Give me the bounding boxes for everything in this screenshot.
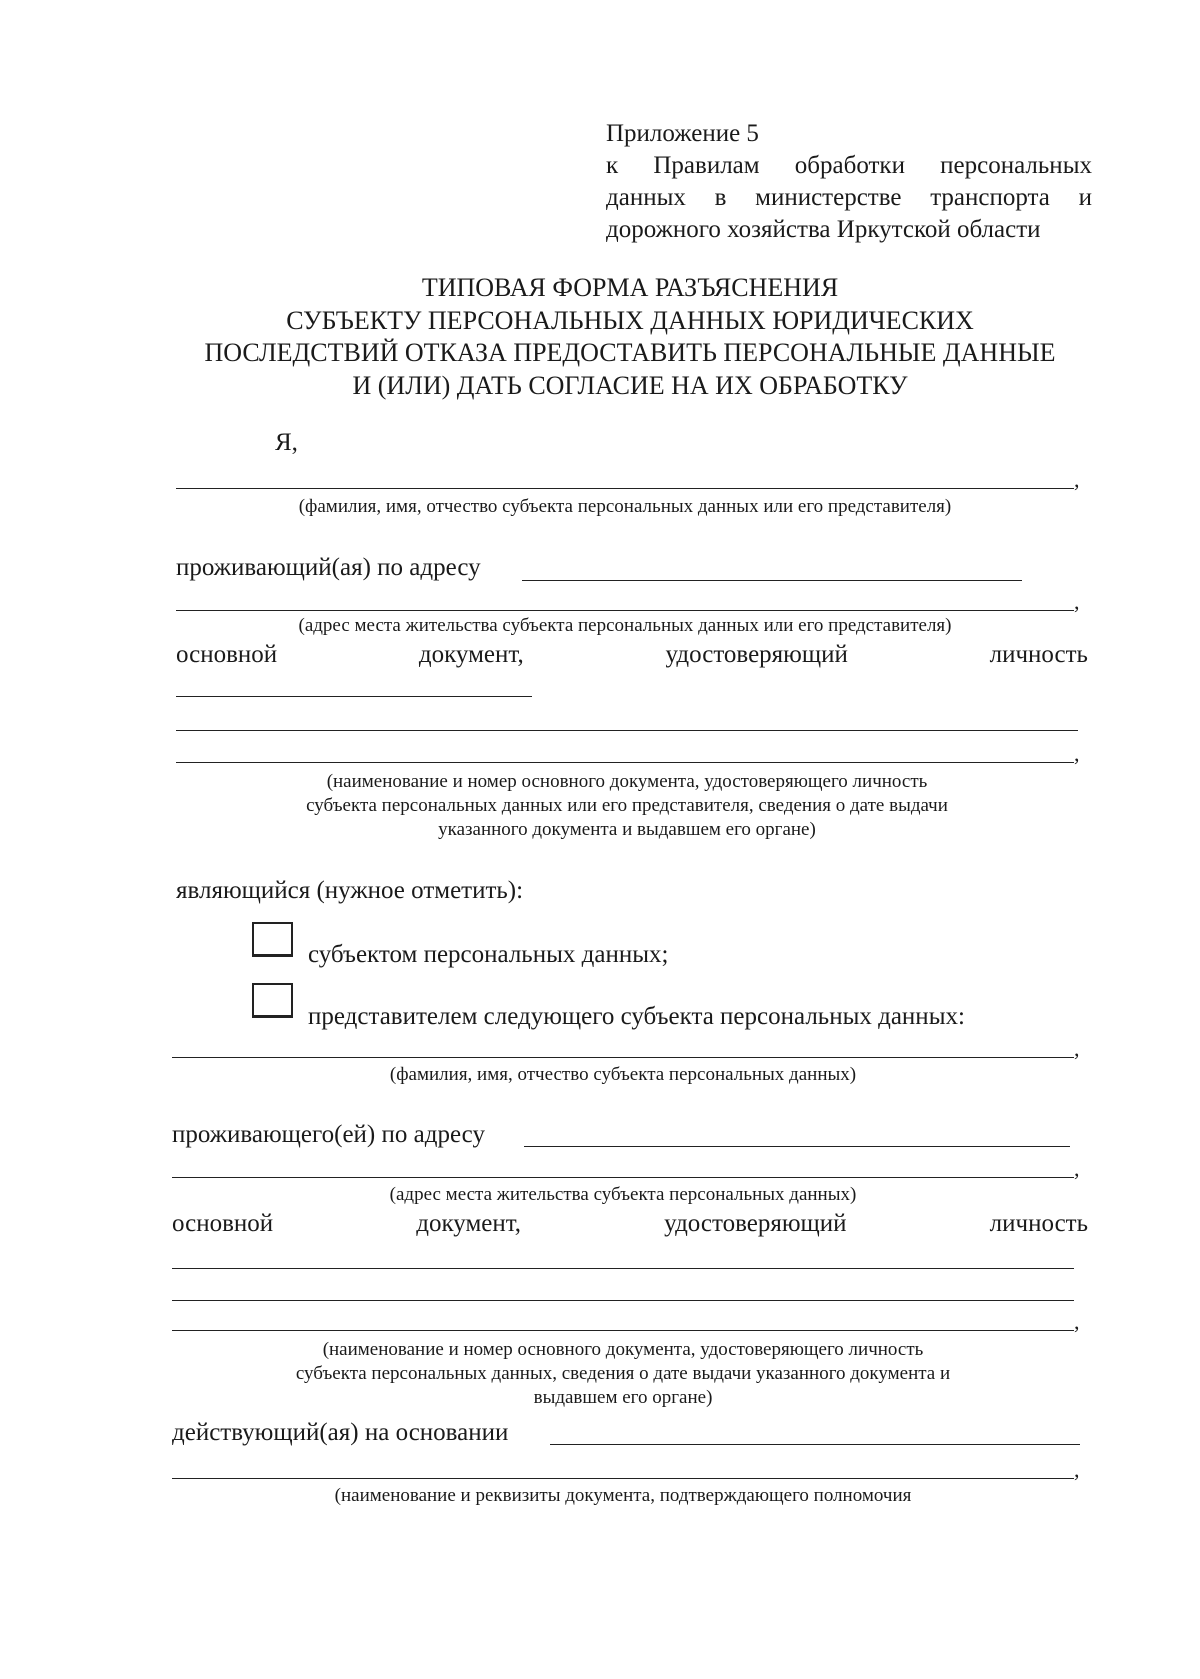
authority-caption: (наименование и реквизиты документа, подтверждающего полномочия: [334, 1485, 912, 1506]
document-field-3[interactable]: [176, 762, 1074, 763]
authority-field[interactable]: [550, 1444, 1080, 1445]
subject-document-word-1: основной: [172, 1210, 274, 1237]
option-subject-label: субъектом персональных данных;: [308, 941, 669, 968]
subject-fio-caption: (фамилия, имя, отчество субъекта персональных данных): [389, 1064, 857, 1085]
appendix-ref-line-1: к Правилам обработки персональных: [606, 152, 1092, 179]
document-word-2: документ,: [418, 641, 524, 668]
address-comma: ,: [1074, 589, 1080, 614]
title-line-1: ТИПОВАЯ ФОРМА РАЗЪЯСНЕНИЯ: [421, 273, 839, 302]
subject-address-caption: (адрес места жительства субъекта персональных данных): [389, 1184, 857, 1205]
document-caption-line-1: (наименование и номер основного документа, удостоверяющего личность: [326, 771, 928, 792]
subject-address-field[interactable]: [524, 1146, 1070, 1147]
subject-address-field-cont[interactable]: [172, 1177, 1074, 1178]
document-word-1: основной: [176, 641, 278, 668]
document-word-3: удостоверяющий: [665, 641, 848, 668]
subject-fio-field[interactable]: [172, 1057, 1074, 1058]
document-comma: ,: [1074, 741, 1080, 766]
document-field-2[interactable]: [176, 730, 1078, 731]
address-field[interactable]: [522, 580, 1022, 581]
acting-label: действующий(ая) на основании: [172, 1419, 509, 1446]
form-title: [150, 272, 1110, 402]
document-field-1[interactable]: [176, 696, 532, 697]
authority-field-cont[interactable]: [172, 1478, 1074, 1479]
appendix-ref-line-2: данных в министерстве транспорта и: [606, 184, 1092, 211]
subject-document-field-2[interactable]: [172, 1300, 1074, 1301]
subject-fio-comma: ,: [1074, 1036, 1080, 1061]
document-label-row: [176, 640, 1088, 670]
appendix-header: [606, 118, 1092, 246]
subject-document-caption-line-3: выдавшем его органе): [533, 1387, 713, 1408]
subject-document-field-3[interactable]: [172, 1330, 1074, 1331]
subject-document-comma: ,: [1074, 1309, 1080, 1334]
subject-document-field-1[interactable]: [172, 1268, 1074, 1269]
authority-comma: ,: [1074, 1457, 1080, 1482]
fio-caption: (фамилия, имя, отчество субъекта персональных данных или его представителя): [298, 496, 952, 517]
address-caption: (адрес места жительства субъекта персональных данных или его представителя): [298, 615, 952, 636]
fio-field[interactable]: [176, 488, 1074, 489]
subject-document-label-row: [172, 1209, 1088, 1239]
document-word-4: личность: [989, 641, 1088, 668]
residing2-label: проживающего(ей) по адресу: [172, 1121, 485, 1148]
checkbox-subject[interactable]: [252, 922, 293, 957]
title-line-4: И (ИЛИ) ДАТЬ СОГЛАСИЕ НА ИХ ОБРАБОТКУ: [352, 370, 908, 400]
document-caption-line-3: указанного документа и выдавшем его органе): [438, 819, 816, 840]
appendix-ref-line-3: дорожного хозяйства Иркутской области: [606, 216, 1041, 243]
subject-document-caption-line-2: субъекта персональных данных, сведения о дате выдачи указанного документа и: [295, 1363, 951, 1384]
fio-comma: ,: [1074, 467, 1080, 492]
pronoun-i: Я,: [275, 429, 298, 456]
address-field-cont[interactable]: [176, 610, 1074, 611]
document-caption-line-2: субъекта персональных данных или его представителя, сведения о дате выдачи: [306, 795, 948, 816]
checkbox-representative[interactable]: [252, 983, 293, 1018]
title-line-3: ПОСЛЕДСТВИЙ ОТКАЗА ПРЕДОСТАВИТЬ ПЕРСОНАЛЬНЫЕ ДАННЫЕ: [204, 338, 1056, 367]
subject-document-word-2: документ,: [416, 1210, 522, 1237]
option-representative-label: представителем следующего субъекта персональных данных:: [308, 1003, 965, 1030]
subject-document-caption: [172, 1338, 1074, 1410]
being-label: являющийся (нужное отметить):: [176, 877, 524, 904]
subject-document-word-4: личность: [989, 1210, 1088, 1237]
title-line-2: СУБЪЕКТУ ПЕРСОНАЛЬНЫХ ДАННЫХ ЮРИДИЧЕСКИХ: [286, 305, 974, 335]
subject-address-comma: ,: [1074, 1156, 1080, 1181]
residing-label: проживающий(ая) по адресу: [176, 554, 481, 581]
document-caption: [176, 770, 1078, 842]
subject-document-caption-line-1: (наименование и номер основного документа, удостоверяющего личность: [322, 1339, 924, 1360]
appendix-number: Приложение 5: [606, 120, 759, 147]
subject-document-word-3: удостоверяющий: [664, 1210, 847, 1237]
